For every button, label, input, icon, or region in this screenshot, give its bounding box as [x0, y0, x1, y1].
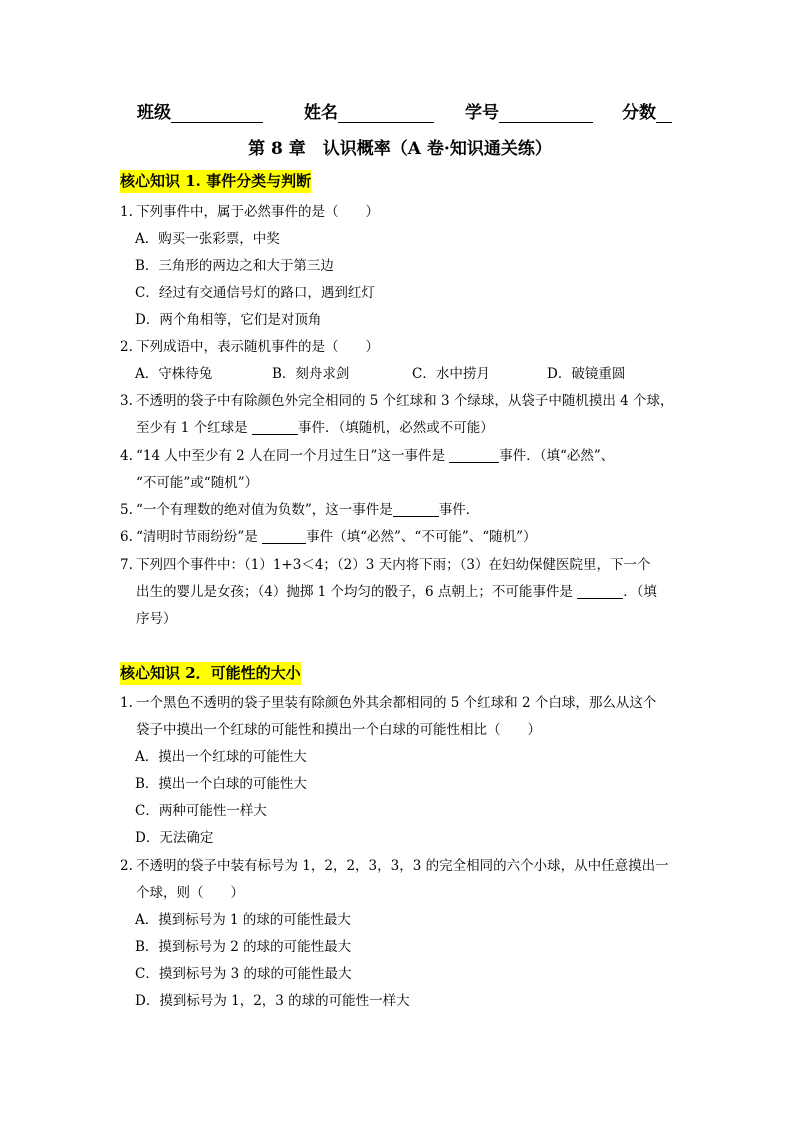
- s2-q2-option-c: C．摸到标号为 3 的球的可能性最大: [135, 966, 352, 982]
- question-stem: 下列成语中，表示随机事件的是（ ）: [136, 339, 379, 355]
- section-1-title: 核心知识 1. 事件分类与判断: [120, 170, 311, 193]
- name-blank[interactable]: [338, 103, 434, 123]
- s1-q2-option-a: A．守株待兔: [135, 366, 213, 382]
- s1-question-2: 2. 下列成语中，表示随机事件的是（ ）: [120, 339, 379, 355]
- s1-question-6: 6. “清明时节雨纷纷”是 事件（填“必然”、“不可能”、“随机”）: [120, 529, 537, 545]
- class-field: [137, 98, 263, 123]
- s1-q1-option-b: B．三角形的两边之和大于第三边: [135, 258, 334, 274]
- s2-question-2: 2. 不透明的袋子中装有标号为 1，2，2，3，3，3 的完全相同的六个小球，从中任意摸出一: [120, 858, 669, 874]
- name-label: 姓名: [304, 103, 338, 123]
- page-title: 第 8 章 认识概率（A 卷·知识通关练）: [248, 139, 552, 159]
- s1-q2-option-d: D．破镜重圆: [547, 366, 626, 382]
- s1-q2-option-c: C．水中捞月: [412, 366, 490, 382]
- s1-question-7: 7. 下列四个事件中：（1）1+3＜4；（2）3 天内将下雨；（3）在妇幼保健医院里，下一个: [120, 557, 651, 573]
- name-field: [304, 98, 434, 123]
- s1-question-3-cont: 至少有 1 个红球是 事件．（填随机，必然或不可能）: [136, 420, 494, 436]
- s1-question-5: 5. “一个有理数的绝对值为负数”，这一事件是 事件．: [120, 502, 480, 518]
- s1-q1-option-a: A．购买一张彩票，中奖: [135, 231, 280, 247]
- question-stem: 下列事件中，属于必然事件的是（ ）: [136, 204, 379, 220]
- s2-q2-option-b: B．摸到标号为 2 的球的可能性最大: [135, 939, 352, 955]
- s1-question-7-cont2: 序号）: [136, 611, 177, 627]
- s1-question-4: 4. “14 人中至少有 2 人在同一个月过生日”这一事件是 事件．（填“必然”、: [120, 448, 615, 464]
- answer-blank[interactable]: [577, 583, 623, 599]
- answer-blank[interactable]: [252, 419, 298, 435]
- s2-question-2-cont: 个球，则（ ）: [136, 885, 244, 901]
- id-blank[interactable]: [499, 103, 593, 123]
- s1-q1-option-d: D．两个角相等，它们是对顶角: [135, 312, 322, 328]
- s1-q2-option-b: B．刻舟求剑: [272, 366, 350, 382]
- s2-q1-option-b: B．摸出一个白球的可能性大: [135, 776, 307, 792]
- s2-q1-option-d: D．无法确定: [135, 830, 214, 846]
- class-label: 班级: [137, 103, 171, 123]
- score-blank[interactable]: [656, 103, 672, 123]
- s2-q1-option-c: C．两种可能性一样大: [135, 803, 267, 819]
- s2-question-1: 1. 一个黑色不透明的袋子里装有除颜色外其余都相同的 5 个红球和 2 个白球，那么从这个: [120, 695, 657, 711]
- s2-question-1-cont: 袋子中摸出一个红球的可能性和摸出一个白球的可能性相比（ ）: [136, 722, 541, 738]
- id-field: [465, 98, 593, 123]
- section-2-title: 核心知识 2．可能性的大小: [120, 662, 301, 685]
- class-blank[interactable]: [171, 103, 263, 123]
- id-label: 学号: [465, 103, 499, 123]
- s1-question-3: 3. 不透明的袋子中有除颜色外完全相同的 5 个红球和 3 个绿球，从袋子中随机摸出 4 个球，: [120, 393, 674, 409]
- s1-question-7-cont: 出生的婴儿是女孩；（4）抛掷 1 个均匀的骰子，6 点朝上；不可能事件是 ．（填: [136, 584, 657, 600]
- answer-blank[interactable]: [393, 501, 439, 517]
- s1-question-1: 1. 下列事件中，属于必然事件的是（ ）: [120, 204, 379, 220]
- s1-q1-option-c: C．经过有交通信号灯的路口，遇到红灯: [135, 285, 375, 301]
- answer-blank[interactable]: [262, 528, 306, 544]
- s2-q2-option-a: A．摸到标号为 1 的球的可能性最大: [135, 912, 351, 928]
- answer-blank[interactable]: [449, 447, 499, 463]
- s1-question-4-cont: “不可能”或“随机”）: [136, 475, 259, 491]
- s2-q1-option-a: A．摸出一个红球的可能性大: [135, 749, 307, 765]
- score-label: 分数: [622, 103, 656, 123]
- score-field: [622, 98, 672, 123]
- s2-q2-option-d: D．摸到标号为 1，2，3 的球的可能性一样大: [135, 993, 410, 1009]
